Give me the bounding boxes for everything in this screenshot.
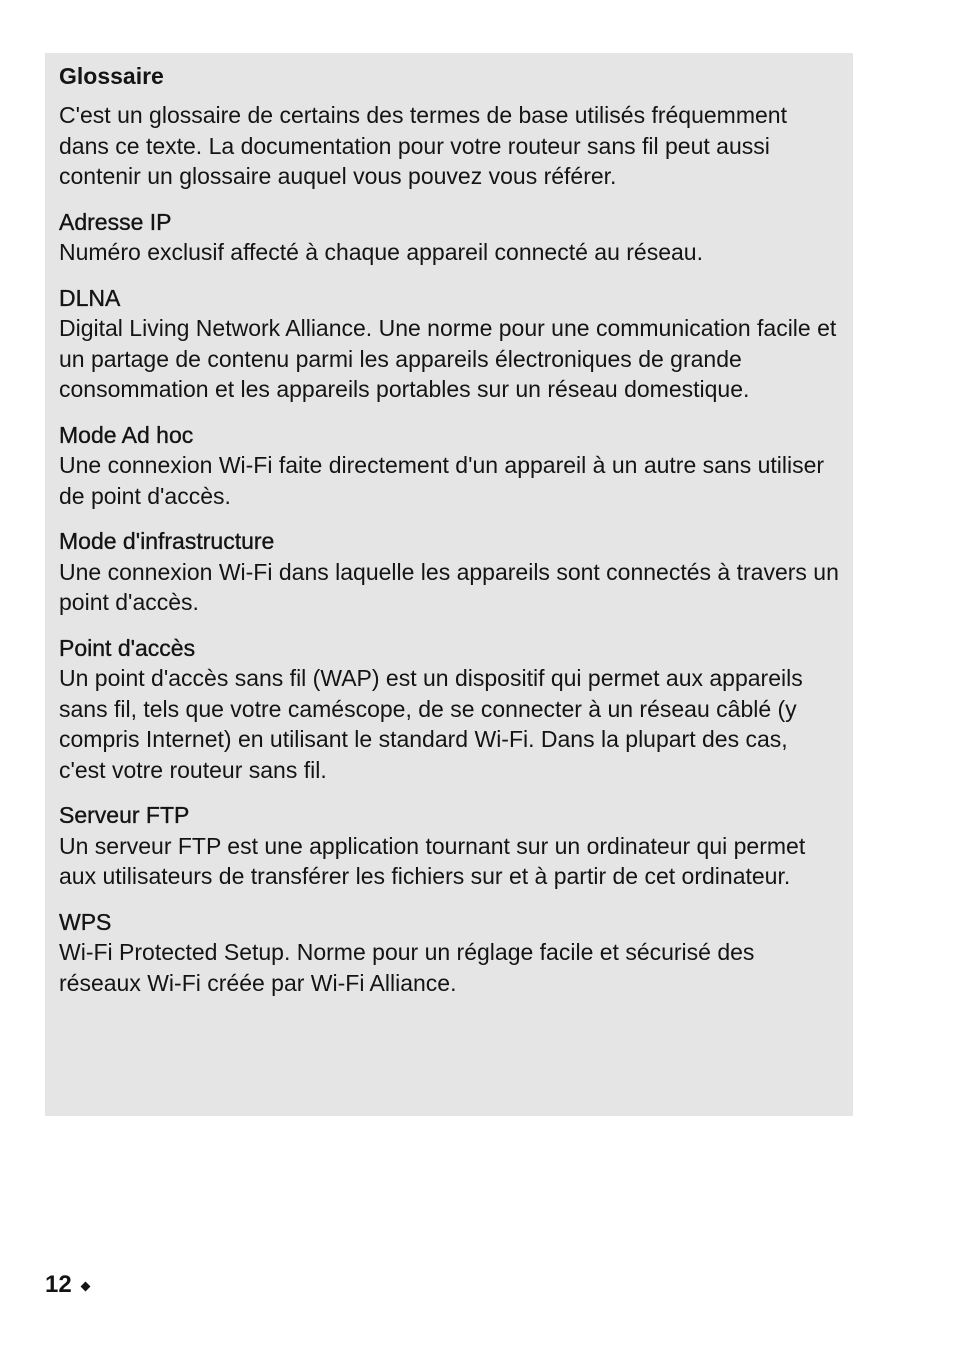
page-number: 12 xyxy=(45,1271,72,1298)
glossary-entry-ftp-server xyxy=(59,800,839,892)
glossary-definition: Wi-Fi Protected Setup. Norme pour un réglage facile et sécurisé des réseaux Wi-Fi créée par Wi-Fi Alliance. xyxy=(59,939,755,996)
glossary-entry-ip-address xyxy=(59,207,839,268)
glossary-definition: Un serveur FTP est une application tournant sur un ordinateur qui permet aux utilisateurs de transférer les fichiers sur et à partir de cet ordinateur. xyxy=(59,832,806,889)
diamond-icon xyxy=(80,1281,90,1291)
glossary-intro: C'est un glossaire de certains des termes de base utilisés fréquemment dans ce texte. La documentation pour votre routeur sans fil peut aussi contenir un glossaire auquel vous pouvez vous référer. xyxy=(59,102,787,189)
glossary-title: Glossaire xyxy=(59,63,164,89)
glossary-definition: Une connexion Wi-Fi dans laquelle les appareils sont connectés à travers un point d'accès. xyxy=(59,558,839,615)
glossary-term: WPS xyxy=(59,908,112,935)
glossary-definition: Une connexion Wi-Fi faite directement d'un appareil à un autre sans utiliser de point d'accès. xyxy=(59,452,825,509)
glossary-entry-infrastructure-mode xyxy=(59,526,839,618)
glossary-term: Point d'accès xyxy=(59,634,196,661)
glossary-definition: Un point d'accès sans fil (WAP) est un dispositif qui permet aux appareils sans fil, tels que votre caméscope, de se connecter à un réseau câblé (y compris Internet) en utilisant le standard Wi-Fi. Dans la plupart des cas, c'est votre routeur sans fil. xyxy=(59,665,803,783)
glossary-term: Mode d'infrastructure xyxy=(59,528,275,554)
glossary-box xyxy=(45,53,853,1116)
glossary-entry-ad-hoc-mode xyxy=(59,420,839,512)
glossary-entry-wps xyxy=(59,907,839,999)
glossary-entry-access-point xyxy=(59,633,839,786)
glossary-definition: Numéro exclusif affecté à chaque appareil connecté au réseau. xyxy=(59,239,703,265)
glossary-term: Adresse IP xyxy=(59,208,172,235)
glossary-term: DLNA xyxy=(59,284,121,311)
glossary-definition: Digital Living Network Alliance. Une norme pour une communication facile et un partage de contenu parmi les appareils électroniques de grande consommation et les appareils portables sur un réseau domestique. xyxy=(59,315,837,402)
page-footer xyxy=(45,1270,89,1300)
glossary-term: Serveur FTP xyxy=(59,802,190,828)
glossary-term: Mode Ad hoc xyxy=(59,421,194,448)
glossary-entry-dlna xyxy=(59,283,839,405)
